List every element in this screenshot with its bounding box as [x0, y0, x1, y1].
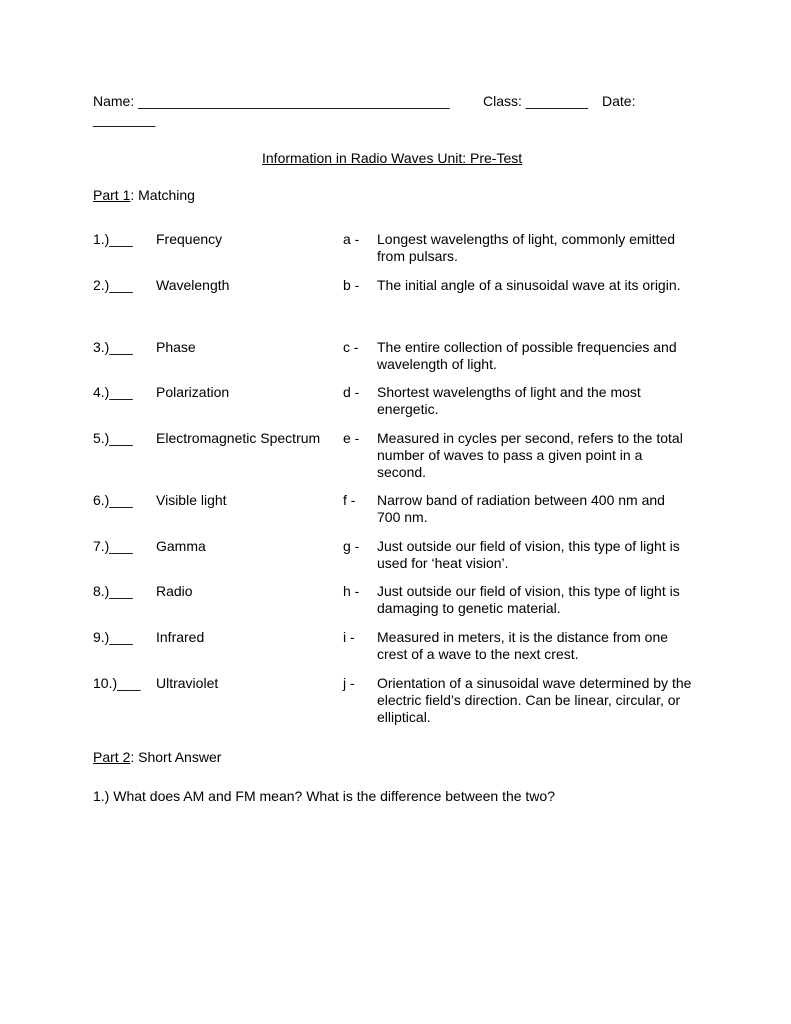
- item-letter: i -: [343, 629, 355, 645]
- item-term: Frequency: [156, 231, 223, 247]
- item-letter: d -: [343, 384, 360, 400]
- part2-heading: [93, 749, 221, 766]
- item-term: Radio: [156, 583, 193, 599]
- part1-subtitle: : Matching: [130, 187, 195, 203]
- header-name-line: Name: ________________________________________: [93, 93, 450, 109]
- item-number: 10.)___: [93, 675, 141, 691]
- item-number: 4.)___: [93, 384, 133, 400]
- item-definition: Shortest wavelengths of light and the most energetic.: [377, 384, 641, 417]
- item-definition: Longest wavelengths of light, commonly emitted from pulsars.: [377, 231, 676, 264]
- header-date-blank: ________: [93, 111, 156, 127]
- header-class-line: Class: ________: [483, 93, 589, 109]
- item-letter: f -: [343, 492, 356, 508]
- item-definition: Just outside our field of vision, this type of light is damaging to genetic material.: [377, 583, 680, 616]
- item-number: 2.)___: [93, 277, 133, 293]
- item-letter: c -: [343, 339, 359, 355]
- item-term: Electromagnetic Spectrum: [156, 430, 321, 446]
- item-definition: Orientation of a sinusoidal wave determined by the electric field’s direction. Can be linear, circular, or elliptical.: [377, 675, 692, 725]
- short-answer-question: 1.) What does AM and FM mean? What is the difference between the two?: [93, 788, 555, 804]
- item-number: 1.)___: [93, 231, 133, 247]
- item-number: 8.)___: [93, 583, 133, 599]
- item-definition: The entire collection of possible frequencies and wavelength of light.: [377, 339, 677, 372]
- item-definition: Narrow band of radiation between 400 nm and 700 nm.: [377, 492, 665, 525]
- item-term: Phase: [156, 339, 196, 355]
- item-term: Ultraviolet: [156, 675, 219, 691]
- item-number: 6.)___: [93, 492, 133, 508]
- item-letter: e -: [343, 430, 360, 446]
- item-letter: j -: [343, 675, 355, 691]
- item-number: 3.)___: [93, 339, 133, 355]
- header-date-label: Date:: [602, 93, 636, 109]
- part2-label: Part 2: [93, 749, 131, 765]
- item-term: Visible light: [156, 492, 227, 508]
- item-term: Wavelength: [156, 277, 230, 293]
- item-letter: g -: [343, 538, 360, 554]
- part1-heading: [93, 187, 195, 204]
- item-letter: b -: [343, 277, 360, 293]
- page-title: Information in Radio Waves Unit: Pre-Test: [262, 150, 523, 166]
- item-definition: Measured in meters, it is the distance from one crest of a wave to the next crest.: [377, 629, 669, 662]
- part1-label: Part 1: [93, 187, 131, 203]
- item-definition: Just outside our field of vision, this type of light is used for ‘heat vision’.: [377, 538, 680, 571]
- item-definition: Measured in cycles per second, refers to the total number of waves to pass a given point in a second.: [377, 430, 683, 480]
- part2-subtitle: : Short Answer: [130, 749, 222, 765]
- item-letter: a -: [343, 231, 360, 247]
- item-letter: h -: [343, 583, 360, 599]
- item-number: 7.)___: [93, 538, 133, 554]
- item-term: Infrared: [156, 629, 205, 645]
- item-number: 5.)___: [93, 430, 133, 446]
- item-term: Gamma: [156, 538, 206, 554]
- item-number: 9.)___: [93, 629, 133, 645]
- item-definition: The initial angle of a sinusoidal wave at its origin.: [377, 277, 681, 293]
- item-term: Polarization: [156, 384, 230, 400]
